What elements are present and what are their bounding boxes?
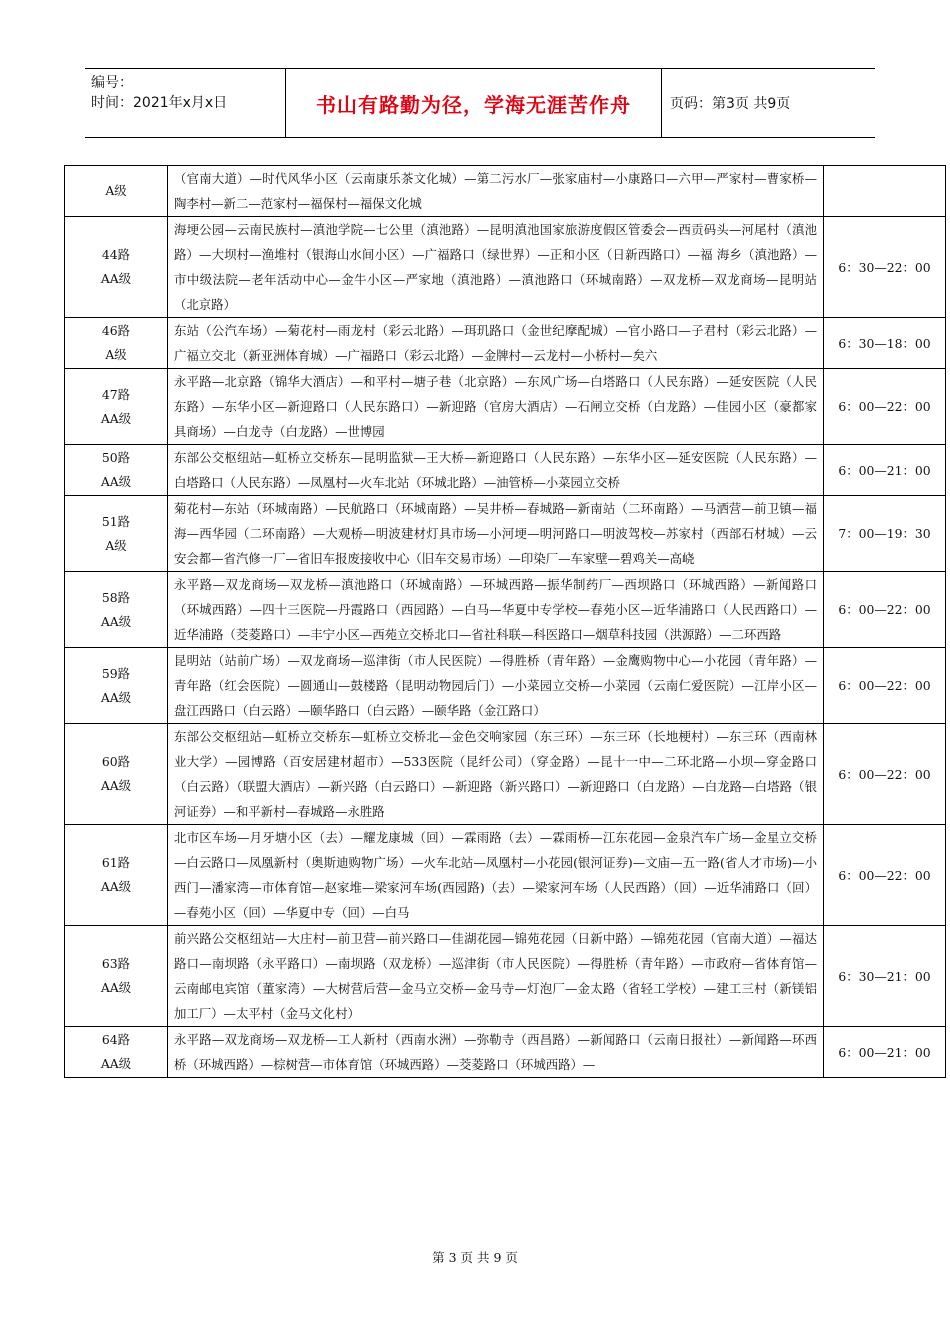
route-level: A级 xyxy=(105,537,127,553)
route-id-cell xyxy=(65,166,168,217)
route-stops: 前兴路公交枢纽站—大庄村—前卫营—前兴路口—佳湖花园—锦苑花园（日新中路）—锦苑花园（官南大道）—福达路口—南坝路（永平路口）—南坝路（双龙桥）—巡津街（市人民医院）—得胜桥（青年路）—市政府—省体育馆—云南邮电宾馆（董家湾）—大树营后营—金马立交桥—金马寺—灯泡厂—金太路（省轻工学校）—建工三村（新镁铝加工厂）—太平村（金马文化村） xyxy=(168,926,824,1027)
route-stops: 永平路—双龙商场—双龙桥—滇池路口（环城南路）—环城西路—振华制药厂—西坝路口（环城西路）—新闻路口（环城西路）—四十三医院—丹霞路口（西园路）—白马—华夏中专学校—春苑小区—近华浦路口（人民西路口）—近华浦路（茭菱路口）—丰宁小区—西苑立交桥北口—省社科联—科医路口—烟草科技园（洪源路）—二环西路 xyxy=(168,572,824,648)
route-id-cell xyxy=(65,445,168,496)
table-row xyxy=(65,724,946,825)
route-id-cell xyxy=(65,825,168,926)
table-row xyxy=(65,496,946,572)
route-level: A级 xyxy=(105,347,127,362)
route-number: 44路 xyxy=(101,247,131,262)
route-level: AA级 xyxy=(100,879,132,894)
page-info: 页码：第3页 共9页 xyxy=(670,96,791,112)
route-hours: 6：00—21：00 xyxy=(824,1027,946,1078)
route-number: 58路 xyxy=(101,589,131,605)
route-hours: 6：00—22：00 xyxy=(824,825,946,926)
route-stops: 东部公交枢纽站—虹桥立交桥东—虹桥立交桥北—金色交响家园（东三环）—东三环（长地梗村）—东三环（西南林业大学）—园博路（百安居建材超市）—533医院（昆纤公司）（穿金路）—昆十一中—二环北路—小坝—穿金路口（白云路）（联盟大酒店）—新兴路（白云路口）—新迎路（新兴路口）—新迎路口（白龙路）—白龙路—白塔路（银河证券）—和平新村—春城路—永胜路 xyxy=(168,724,824,825)
table-row xyxy=(65,318,946,369)
route-level: AA级 xyxy=(100,778,132,793)
route-id-cell xyxy=(65,369,168,445)
route-id-cell xyxy=(65,217,168,318)
route-level: AA级 xyxy=(100,613,132,629)
route-number: 46路 xyxy=(101,323,131,338)
route-hours: 6：00—21：00 xyxy=(824,445,946,496)
route-table xyxy=(64,165,946,1078)
route-stops: 海埂公园—云南民族村—滇池学院—七公里（滇池路）—昆明滇池国家旅游度假区管委会—西贡码头—河尾村（滇池路）—大坝村—渔堆村（银海山水间小区）—广福路口（绿世界）—正和小区（日新西路口）—福 海乡（滇池路）—市中级法院—老年活动中心—金牛小区—严家地（滇池路）—滇池路口（环城南路）—双龙桥—双龙商场—昆明站（北京路） xyxy=(168,217,824,318)
table-row xyxy=(65,445,946,496)
table-row xyxy=(65,166,946,217)
time-label: 时间：2021年x月x日 xyxy=(91,95,228,111)
route-level: AA级 xyxy=(100,410,132,426)
route-number: 61路 xyxy=(101,855,131,870)
route-hours: 6：00—22：00 xyxy=(824,369,946,445)
table-row xyxy=(65,572,946,648)
motto-text: 书山有路勤为径，学海无涯苦作舟 xyxy=(316,92,631,117)
page-footer: 第 3 页 共 9 页 xyxy=(432,1250,518,1265)
route-id-cell xyxy=(65,318,168,369)
route-stops: 昆明站（站前广场）—双龙商场—巡津街（市人民医院）—得胜桥（青年路）—金鹰购物中心—小花园（青年路）—青年路（红会医院）—圆通山—鼓楼路（昆明动物园后门）—小菜园立交桥—小菜园（云南仁爱医院）—江岸小区—盘江西路口（白云路）—颐华路口（白云路）—颐华路（金江路口） xyxy=(168,648,824,724)
route-number: 47路 xyxy=(101,386,131,402)
table-row xyxy=(65,369,946,445)
route-number: 63路 xyxy=(101,956,131,971)
route-hours: 6：30—18：00 xyxy=(824,318,946,369)
route-stops: 永平路—北京路（锦华大酒店）—和平村—塘子巷（北京路）—东风广场—白塔路口（人民东路）—延安医院（人民东路）—东华小区—新迎路口（人民东路口）—新迎路（官房大酒店）—石闸立交桥（白龙路）—佳园小区（豪都家具商场）—白龙寺（白龙路）—世博园 xyxy=(168,369,824,445)
route-number: 50路 xyxy=(101,450,131,465)
route-number: 60路 xyxy=(101,754,131,769)
route-id-cell xyxy=(65,572,168,648)
route-stops: 东部公交枢纽站—虹桥立交桥东—昆明监狱—王大桥—新迎路口（人民东路）—东华小区—延安医院（人民东路）—白塔路口（人民东路）—凤凰村—火车北站（环城北路）—油管桥—小菜园立交桥 xyxy=(168,445,824,496)
route-hours: 7：00—19：30 xyxy=(824,496,946,572)
route-id-cell xyxy=(65,1027,168,1078)
route-level: AA级 xyxy=(100,271,132,286)
route-stops: 永平路—双龙商场—双龙桥—工人新村（西南水洲）—弥勒寺（西昌路）—新闻路口（云南日报社）—新闻路—环西桥（环城西路）—棕树营—市体育馆（环城西路）—茭菱路口（环城西路）— xyxy=(168,1027,824,1078)
route-id-cell xyxy=(65,926,168,1027)
route-level: AA级 xyxy=(100,1056,132,1071)
number-label: 编号： xyxy=(91,75,133,91)
document-header xyxy=(85,68,875,138)
header-meta xyxy=(91,73,281,113)
route-stops: 东站（公汽车场）—菊花村—雨龙村（彩云北路）—珥玑路口（金世纪摩配城）—官小路口—子君村（彩云北路）—广福立交北（新亚洲体育城）—广福路口（彩云北路）—金牌村—云龙村—小桥村—矣六 xyxy=(168,318,824,369)
route-hours: 6：30—22：00 xyxy=(824,217,946,318)
table-row xyxy=(65,648,946,724)
route-hours: 6：00—22：00 xyxy=(824,572,946,648)
route-level: A级 xyxy=(105,183,127,198)
route-level: AA级 xyxy=(100,980,132,995)
route-level: AA级 xyxy=(100,689,132,705)
route-id-cell xyxy=(65,724,168,825)
header-motto-cell xyxy=(285,69,662,137)
table-row xyxy=(65,926,946,1027)
route-hours: 6：30—21：00 xyxy=(824,926,946,1027)
table-row xyxy=(65,825,946,926)
route-number: 64路 xyxy=(101,1032,131,1047)
route-stops: 菊花村—东站（环城南路）—民航路口（环城南路）—吴井桥—春城路—新南站（二环南路）—马洒营—前卫镇—福 海—西华园（二环南路）—大观桥—明波建材灯具市场—小河埂—明河路口—明波驾校—苏家村（西部石材城）—云安会都—省汽修一厂—省旧车报废接收中心（旧车交易市场）—印染厂—车家壁—碧鸡关—高峣 xyxy=(168,496,824,572)
table-row xyxy=(65,1027,946,1078)
route-stops: 北市区车场—月牙塘小区（去）—耀龙康城（回）—霖雨路（去）—霖雨桥—江东花园—金泉汽车广场—金星立交桥—白云路口—凤凰新村（奥斯迪购物广场）—火车北站—凤凰村—小花园(银河证券)—文庙—五一路(省人才市场)—小西门—潘家湾—市体育馆—赵家堆—梁家河车场(西园路)（去）—梁家河车场（人民西路）（回）—近华浦路口（回）—春苑小区（回）—华夏中专（回）—白马 xyxy=(168,825,824,926)
route-id-cell xyxy=(65,648,168,724)
route-id-cell xyxy=(65,496,168,572)
route-hours: 6：00—22：00 xyxy=(824,648,946,724)
route-level: AA级 xyxy=(100,474,132,489)
route-table-body xyxy=(65,166,946,1078)
route-hours: 6：00—22：00 xyxy=(824,724,946,825)
route-stops: （官南大道）—时代风华小区（云南康乐茶文化城）—第二污水厂—张家庙村—小康路口—六甲—严家村—曹家桥—陶李村—新二—范家村—福保村—福保文化城 xyxy=(168,166,824,217)
route-number: 59路 xyxy=(101,665,131,681)
table-row xyxy=(65,217,946,318)
route-hours xyxy=(824,166,946,217)
route-number: 51路 xyxy=(101,513,131,529)
